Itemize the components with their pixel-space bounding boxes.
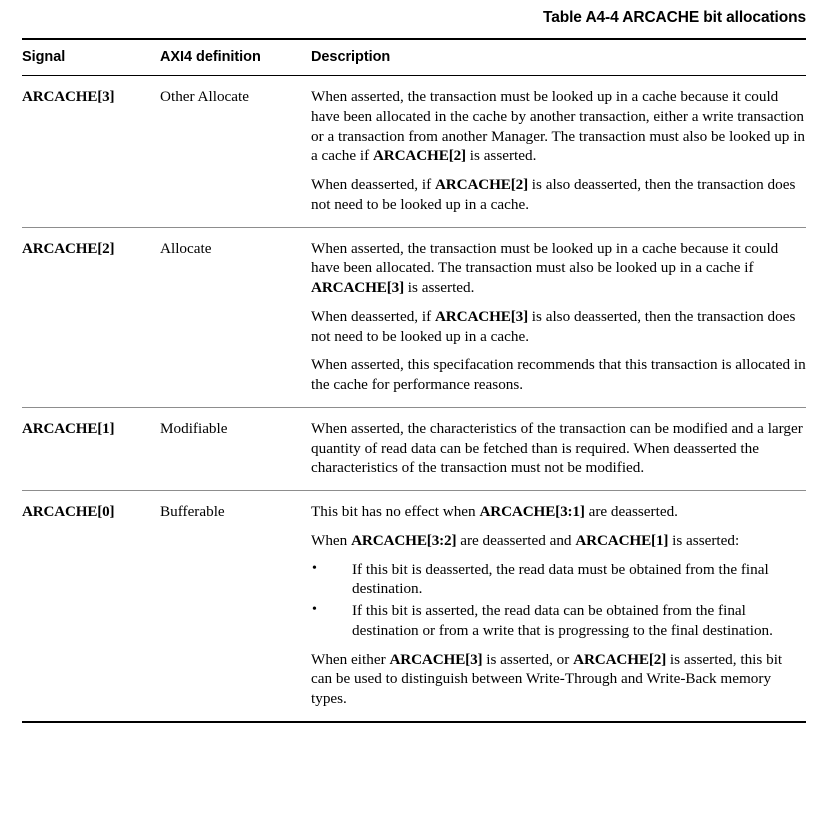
signal-name: ARCACHE[2] <box>22 240 115 257</box>
cell-description <box>311 76 806 228</box>
text-run: is also deasserted, then the transaction does not need to be looked up in a cache. <box>311 176 796 213</box>
signal-reference: ARCACHE[3] <box>311 279 404 296</box>
column-header-description: Description <box>311 39 806 76</box>
list-item <box>311 560 806 600</box>
description-paragraph <box>311 307 806 347</box>
table-row <box>22 227 806 407</box>
signal-name: ARCACHE[1] <box>22 420 115 437</box>
axi4-definition-text: Bufferable <box>160 503 225 520</box>
text-run: are deasserted. <box>584 503 678 520</box>
signal-reference: ARCACHE[2] <box>372 147 466 165</box>
cell-axi4-definition <box>160 491 311 721</box>
description-paragraph <box>311 175 806 215</box>
table-body <box>22 76 806 721</box>
cell-axi4-definition <box>160 227 311 407</box>
list-item-text <box>352 561 769 598</box>
text-run: When asserted, the characteristics of the transaction can be modified and a larger quantity of read data can be fetched than is required. When deasserted the characteristics of the transaction must not be modified. <box>311 419 803 477</box>
description-paragraph <box>311 239 806 298</box>
text-run: This bit has no effect when <box>311 503 480 520</box>
list-item-text <box>352 602 773 639</box>
cell-description <box>311 491 806 721</box>
description-bullet-list <box>311 560 806 641</box>
column-header-signal: Signal <box>22 39 160 76</box>
signal-name: ARCACHE[3] <box>22 89 115 105</box>
signal-reference: ARCACHE[2] <box>573 650 667 668</box>
text-run: When deasserted, if <box>311 307 435 325</box>
text-run: is asserted. <box>465 147 537 165</box>
text-run: is also deasserted, then the transaction does not need to be looked up in a cache. <box>311 307 796 345</box>
axi4-definition-text: Modifiable <box>160 419 228 437</box>
table-caption: Table A4-4 ARCACHE bit allocations <box>542 9 806 26</box>
cell-signal <box>22 407 160 490</box>
cell-signal <box>22 491 160 721</box>
text-run: is asserted: <box>668 531 740 549</box>
signal-reference: ARCACHE[2] <box>434 176 528 193</box>
table-row <box>22 76 806 228</box>
text-run: are deasserted and <box>456 531 576 549</box>
text-run: When asserted, the transaction must be looked up in a cache because it could have been allocated in the cache by another transaction, either a write transaction or a transaction from another Manager. The transaction must also be looked up in a cache if <box>311 88 806 165</box>
cell-description <box>311 407 806 490</box>
arcache-bit-allocations-table <box>22 38 806 721</box>
text-run: is asserted, or <box>482 650 574 668</box>
text-run: When asserted, this specifacation recommends that this transaction is allocated in the cache for performance reasons. <box>311 356 806 393</box>
cell-axi4-definition <box>160 407 311 490</box>
table-header-row <box>22 39 806 76</box>
table-head <box>22 39 806 76</box>
signal-reference: ARCACHE[3:2] <box>351 531 457 549</box>
text-run: When asserted, the transaction must be looked up in a cache because it could have been allocated. The transaction must also be looked up in a cache if <box>311 239 779 277</box>
text-run: When <box>311 531 352 549</box>
list-item <box>311 601 806 641</box>
signal-reference: ARCACHE[3:1] <box>479 503 585 520</box>
description-paragraph <box>311 650 806 709</box>
axi4-definition-text: Allocate <box>160 239 212 257</box>
text-run: If this bit is deasserted, the read data must be obtained from the final destination. <box>352 560 769 598</box>
table-row <box>22 491 806 721</box>
text-run: is asserted, this bit can be used to distinguish between Write-Through and Write-Back memory types. <box>311 650 783 707</box>
text-run: When either <box>311 650 390 668</box>
description-paragraph <box>311 419 806 478</box>
cell-axi4-definition <box>160 76 311 228</box>
cell-signal <box>22 76 160 228</box>
axi4-definition-text: Other Allocate <box>160 88 249 105</box>
text-run: If this bit is asserted, the read data can be obtained from the final destination or from a write that is progressing to the final destination. <box>352 602 773 639</box>
cell-description <box>311 227 806 407</box>
table-bottom-rule <box>22 721 806 723</box>
signal-reference: ARCACHE[3] <box>389 650 483 668</box>
table-row <box>22 407 806 490</box>
signal-reference: ARCACHE[3] <box>434 307 528 325</box>
cell-signal <box>22 227 160 407</box>
column-header-axi4-definition: AXI4 definition <box>160 39 311 76</box>
text-run: When deasserted, if <box>311 176 435 193</box>
signal-name: ARCACHE[0] <box>22 504 115 520</box>
description-paragraph <box>311 502 806 522</box>
bullet-icon: • <box>312 560 317 576</box>
bullet-icon: • <box>312 602 317 617</box>
description-paragraph <box>311 355 806 395</box>
description-paragraph <box>311 531 806 551</box>
description-paragraph <box>311 87 806 166</box>
text-run: is asserted. <box>404 279 475 296</box>
signal-reference: ARCACHE[1] <box>575 531 669 549</box>
